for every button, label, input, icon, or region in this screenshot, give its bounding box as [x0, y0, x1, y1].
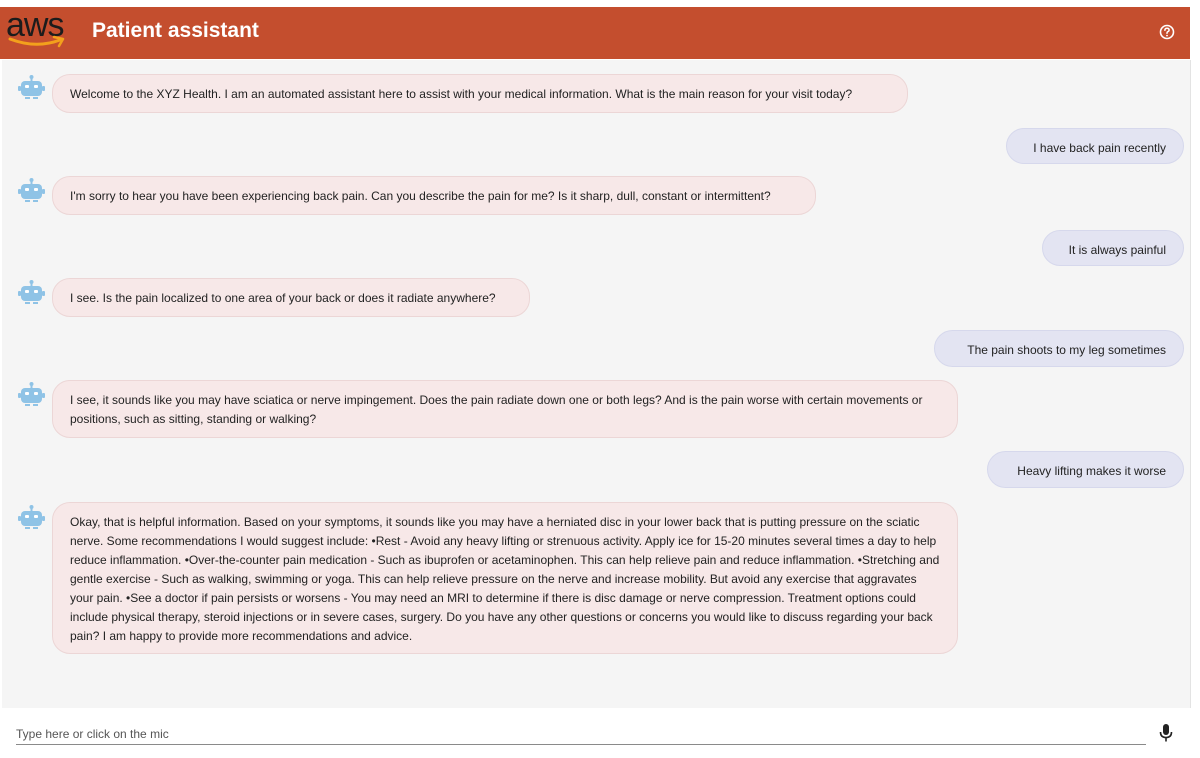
bot-message — [52, 278, 530, 317]
composer — [0, 708, 1190, 758]
user-message-text: I have back pain recently — [1033, 141, 1166, 155]
microphone-icon[interactable] — [1158, 722, 1174, 744]
bot-message — [52, 502, 958, 654]
bot-avatar-icon — [18, 280, 46, 312]
bot-message-text: Okay, that is helpful information. Based on your symptoms, it sounds like you may have a herniated disc in your lower back that is putting pressure on the sciatic nerve. Some recommendations I would suggest include: •Rest - Avoid any heavy lifting or strenuous activity. Apply ice for 15-20 minutes several times a day to help reduce inflammation. •Over-the-counter pain medication - Such as ibuprofen or acetaminophen. This can help relieve pain and reduce inflammation. •Stretching and gentle exercise - Such as walking, swimming or yoga. This can help relieve pressure on the nerve and increase mobility. But avoid any exercise that aggravates your pain. •See a doctor if pain persists or worsens - You may need an MRI to determine if there is disc damage or nerve compression. Treatment options could include physical therapy, steroid injections or in severe cases, surgery. Do you have any other questions or concerns you would like to discuss regarding your back pain? I am happy to provide more recommendations and advice. — [70, 515, 940, 643]
user-message — [934, 330, 1184, 367]
user-message — [1006, 128, 1184, 164]
smile-arrow-icon — [8, 35, 68, 49]
bot-message-text: I'm sorry to hear you have been experiencing back pain. Can you describe the pain for me? Is it sharp, dull, constant or intermittent? — [70, 189, 771, 203]
user-message — [987, 451, 1184, 488]
bot-avatar-icon — [18, 505, 46, 537]
bot-avatar-icon — [18, 75, 46, 107]
user-message — [1042, 230, 1184, 266]
page-title: Patient assistant — [92, 19, 259, 42]
bot-message — [52, 380, 958, 438]
logo-text: aws — [6, 6, 64, 44]
bot-message-text: I see. Is the pain localized to one area of your back or does it radiate anywhere? — [70, 291, 496, 305]
aws-logo — [6, 6, 82, 55]
app-header — [0, 7, 1190, 59]
bot-message — [52, 74, 908, 113]
bot-message-text: Welcome to the XYZ Health. I am an automated assistant here to assist with your medical information. What is the main reason for your visit today? — [70, 87, 853, 101]
bot-message — [52, 176, 816, 215]
user-message-text: Heavy lifting makes it worse — [1017, 464, 1166, 478]
bot-avatar-icon — [18, 382, 46, 414]
chat-transcript[interactable] — [2, 60, 1191, 708]
bot-message-text: I see, it sounds like you may have sciatica or nerve impingement. Does the pain radiate down one or both legs? And is the pain worse with certain movements or positions, such as sitting, standing or walking? — [70, 393, 923, 426]
message-input[interactable] — [16, 724, 1146, 745]
user-message-text: It is always painful — [1068, 243, 1166, 257]
user-message-text: The pain shoots to my leg sometimes — [967, 343, 1166, 357]
help-icon[interactable] — [1158, 23, 1176, 41]
bot-avatar-icon — [18, 178, 46, 210]
